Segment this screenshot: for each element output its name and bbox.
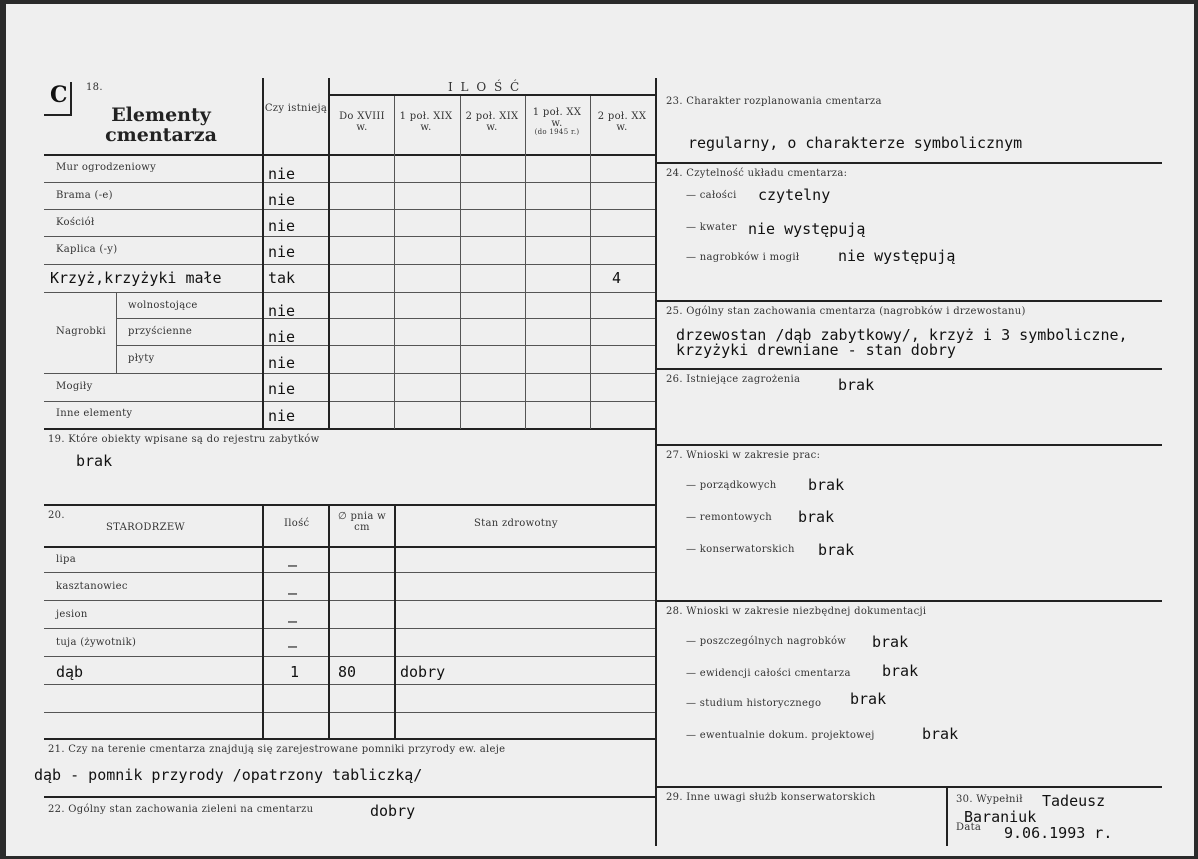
s28-a-value: brak bbox=[872, 633, 909, 651]
col-1pol-xix: 1 poł. XIX w. bbox=[399, 111, 453, 133]
t18-bottom bbox=[44, 428, 656, 430]
t18-row-line bbox=[44, 373, 656, 374]
row-label-mur: Mur ogrodzeniowy bbox=[56, 162, 157, 173]
t18-col-line bbox=[525, 96, 526, 429]
s21-label: 21. Czy na terenie cmentarza znajdują się zarejestrowane pomniki przyrody ew. aleje bbox=[48, 744, 506, 755]
tree-trunk: 80 bbox=[338, 663, 357, 681]
s25-bottom bbox=[656, 368, 1162, 370]
row-count-krzyz: 4 bbox=[612, 269, 622, 287]
row-value-kosciol: nie bbox=[268, 217, 296, 235]
s28-b-value: brak bbox=[882, 662, 919, 680]
row-value-brama: nie bbox=[268, 191, 296, 209]
row-label-brama: Brama (-e) bbox=[56, 190, 113, 201]
col-exists-header: Czy istnieją bbox=[264, 103, 328, 114]
t18-top-ilosc bbox=[328, 94, 656, 96]
t18-row-line bbox=[44, 209, 656, 210]
center-divider bbox=[655, 78, 657, 846]
s20-col-stan: Stan zdrowotny bbox=[474, 518, 558, 529]
tree-count: – bbox=[288, 584, 298, 602]
row-value-kaplica: nie bbox=[268, 243, 296, 261]
s24-calosci-value: czytelny bbox=[758, 186, 831, 204]
s22-label: 22. Ogólny stan zachowania zieleni na cmentarzu bbox=[48, 804, 314, 815]
row-label-kosciol: Kościół bbox=[56, 217, 95, 228]
t18-row-line bbox=[44, 292, 656, 293]
row-label-przyscienne: przyścienne bbox=[128, 326, 193, 337]
s21-value: dąb - pomnik przyrody /opatrzony tabliczką/ bbox=[34, 766, 423, 784]
letter-box-bottom bbox=[44, 114, 72, 116]
t18-col-line bbox=[394, 96, 395, 429]
s27-kons-value: brak bbox=[818, 541, 855, 559]
tree-name: lipa bbox=[56, 554, 76, 565]
s19-label: 19. Które obiekty wpisane są do rejestru zabytków bbox=[48, 434, 320, 445]
col-2pol-xx: 2 poł. XX w. bbox=[597, 111, 647, 133]
s23-label: 23. Charakter rozplanowania cmentarza bbox=[666, 96, 882, 107]
s27-porz-label: — porządkowych bbox=[686, 480, 777, 491]
row-value-inne: nie bbox=[268, 407, 296, 425]
row-value-wolnostojace: nie bbox=[268, 302, 296, 320]
t20-bottom bbox=[44, 738, 656, 740]
s30-date: 9.06.1993 r. bbox=[1004, 824, 1113, 842]
s22-value: dobry bbox=[370, 802, 416, 820]
record-card bbox=[6, 4, 1194, 856]
s23-bottom bbox=[656, 162, 1162, 164]
col-1pol-xx bbox=[526, 108, 588, 136]
t18-nagrobki-divider bbox=[116, 292, 117, 373]
tree-name: kasztanowiec bbox=[56, 581, 128, 592]
t18-header-bottom bbox=[44, 154, 656, 156]
s24-kwater-value: nie występują bbox=[748, 220, 866, 238]
row-value-mogily: nie bbox=[268, 380, 296, 398]
s19-bottom bbox=[44, 504, 656, 506]
col-1pol-xx-note: (do 1945 r.) bbox=[534, 128, 580, 136]
s24-kwater-label: — kwater bbox=[686, 222, 737, 233]
s27-bottom bbox=[656, 600, 1162, 602]
t18-col-line bbox=[262, 78, 264, 429]
s28-b-label: — ewidencji całości cmentarza bbox=[686, 668, 851, 679]
row-value-mur: nie bbox=[268, 165, 296, 183]
s26-bottom bbox=[656, 444, 1162, 446]
t18-row-line bbox=[44, 182, 656, 183]
col-1pol-xx-label: 1 poł. XX w. bbox=[532, 107, 582, 129]
s24-nagrobkow-label: — nagrobków i mogił bbox=[686, 252, 800, 263]
t20-row-line bbox=[44, 684, 656, 685]
t18-row-line bbox=[44, 236, 656, 237]
s24-nagrobkow-value: nie występują bbox=[838, 247, 956, 265]
s30-date-label: Data bbox=[956, 822, 982, 833]
row-label-nagrobki: Nagrobki bbox=[56, 326, 106, 337]
row-value-przyscienne: nie bbox=[268, 328, 296, 346]
elements-title-line2: cmentarza bbox=[105, 123, 217, 146]
row-label-mogily: Mogiły bbox=[56, 381, 93, 392]
ilosc-header: I L O Ś Ć bbox=[448, 80, 522, 94]
s27-kons-label: — konserwatorskich bbox=[686, 544, 795, 555]
s23-value: regularny, o charakterze symbolicznym bbox=[688, 134, 1023, 152]
s25-line1: drzewostan /dąb zabytkowy/, krzyż i 3 symboliczne, bbox=[676, 326, 1128, 344]
row-value-plyty: nie bbox=[268, 354, 296, 372]
row-label-inne: Inne elementy bbox=[56, 408, 133, 419]
tree-count: 1 bbox=[290, 663, 300, 681]
tree-name: dąb bbox=[56, 663, 84, 681]
tree-count: – bbox=[288, 612, 298, 630]
s24-label: 24. Czytelność układu cmentarza: bbox=[666, 168, 848, 179]
tree-health: dobry bbox=[400, 663, 446, 681]
t18-row-line bbox=[116, 345, 656, 346]
row-label-krzyz: Krzyż,krzyżyki małe bbox=[50, 269, 222, 287]
s25-line2: krzyżyki drewniane - stan dobry bbox=[676, 341, 956, 359]
t20-header-bottom bbox=[44, 546, 656, 548]
s29-s30-divider bbox=[946, 788, 948, 846]
t18-col-line bbox=[590, 96, 591, 429]
s29-label: 29. Inne uwagi służb konserwatorskich bbox=[666, 792, 876, 803]
s21-bottom bbox=[44, 796, 656, 798]
t20-row-line bbox=[44, 712, 656, 713]
s28-bottom bbox=[656, 786, 1162, 788]
tree-name: jesion bbox=[56, 609, 88, 620]
row-label-wolnostojace: wolnostojące bbox=[128, 300, 198, 311]
t18-row-line bbox=[44, 264, 656, 265]
elements-title-line1: Elementy bbox=[111, 104, 211, 126]
t18-col-line bbox=[328, 78, 330, 429]
s20-col-ilosc: Ilość bbox=[284, 518, 310, 529]
s28-d-label: — ewentualnie dokum. projektowej bbox=[686, 730, 875, 741]
s20-title: STARODRZEW bbox=[106, 522, 185, 533]
s27-porz-value: brak bbox=[808, 476, 845, 494]
col-do-xviii: Do XVIII w. bbox=[339, 111, 385, 133]
col-2pol-xix: 2 poł. XIX w. bbox=[465, 111, 519, 133]
t18-col-line bbox=[460, 96, 461, 429]
s30-name2: Baraniuk bbox=[964, 808, 1037, 826]
t20-col-line bbox=[328, 506, 330, 739]
letter-box-right bbox=[70, 82, 72, 116]
section-number: 18. bbox=[86, 82, 103, 93]
s28-a-label: — poszczególnych nagrobków bbox=[686, 636, 847, 647]
s24-calosci-label: — całości bbox=[686, 190, 737, 201]
s28-label: 28. Wnioski w zakresie niezbędnej dokumentacji bbox=[666, 606, 927, 617]
tree-count: – bbox=[288, 637, 298, 655]
s30-label: 30. Wypełnił bbox=[956, 794, 1023, 805]
t20-row-line bbox=[44, 600, 656, 601]
s25-label: 25. Ogólny stan zachowania cmentarza (nagrobków i drzewostanu) bbox=[666, 306, 1026, 317]
s28-d-value: brak bbox=[922, 725, 959, 743]
s27-label: 27. Wnioski w zakresie prac: bbox=[666, 450, 821, 461]
s24-bottom bbox=[656, 300, 1162, 302]
s28-c-value: brak bbox=[850, 690, 887, 708]
s27-rem-label: — remontowych bbox=[686, 512, 773, 523]
row-value-krzyz: tak bbox=[268, 269, 296, 287]
t20-row-line bbox=[44, 656, 656, 657]
tree-count: – bbox=[288, 556, 298, 574]
tree-name: tuja (żywotnik) bbox=[56, 637, 137, 648]
t18-row-line bbox=[116, 318, 656, 319]
row-label-plyty: płyty bbox=[128, 353, 155, 364]
t20-row-line bbox=[44, 572, 656, 573]
s26-label: 26. Istniejące zagrożenia bbox=[666, 374, 801, 385]
s20-col-pnia: ∅ pnia w cm bbox=[337, 511, 387, 533]
section-letter: C bbox=[50, 82, 68, 108]
row-label-kaplica: Kaplica (-y) bbox=[56, 244, 118, 255]
elements-title bbox=[86, 106, 236, 146]
s19-value: brak bbox=[76, 452, 113, 470]
t20-col-line bbox=[262, 506, 264, 739]
t18-row-line bbox=[44, 401, 656, 402]
t20-row-line bbox=[44, 628, 656, 629]
s30-name1: Tadeusz bbox=[1042, 792, 1106, 810]
s26-value: brak bbox=[838, 376, 875, 394]
s20-number: 20. bbox=[48, 510, 65, 521]
s28-c-label: — studium historycznego bbox=[686, 698, 822, 709]
s27-rem-value: brak bbox=[798, 508, 835, 526]
t20-col-line bbox=[394, 506, 396, 739]
